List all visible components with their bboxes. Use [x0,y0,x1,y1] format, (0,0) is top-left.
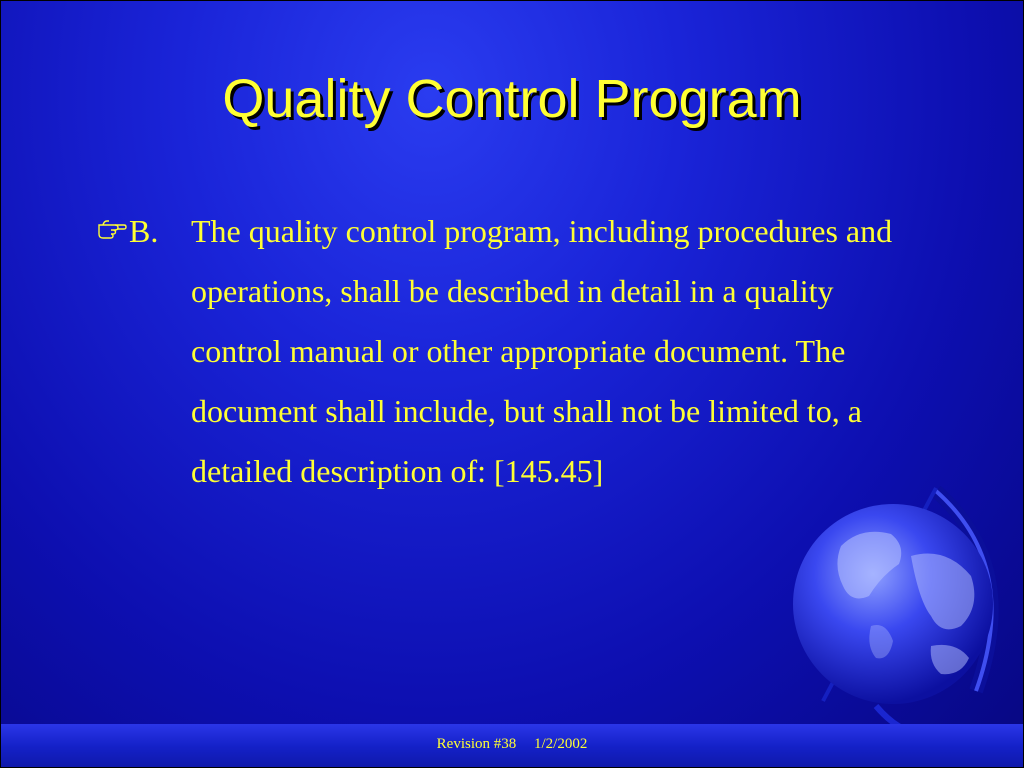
globe-icon [781,486,1021,756]
slide-title: Quality Control Program [222,69,802,129]
bullet-marker: B. [129,213,159,249]
revision-label: Revision #38 [436,736,517,752]
bullet-text: The quality control program, including procedures and operations, shall be described in detail in a quality control manual or other appropriate document. The document shall include, but shall not be limited to, a detailed description of: [145.45] [191,213,893,489]
footer-date: 1/2/2002 [534,736,588,752]
footer [1,736,1023,753]
pointing-hand-icon [97,219,127,239]
